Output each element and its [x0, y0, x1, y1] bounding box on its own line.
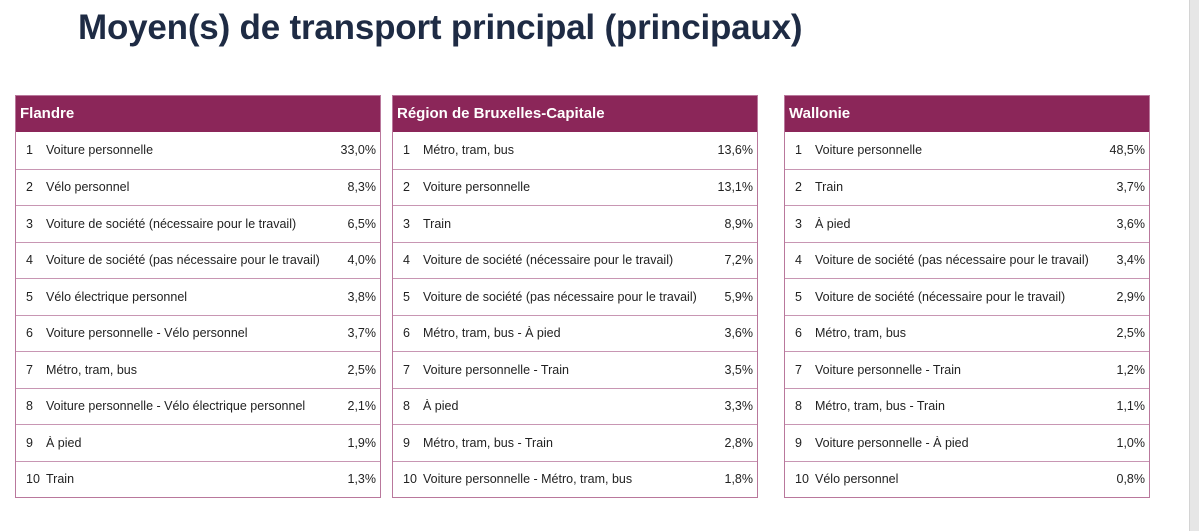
row-label: Voiture personnelle - Train [423, 362, 569, 377]
table-row [393, 242, 757, 279]
table-row [393, 169, 757, 206]
row-value: 6,5% [347, 216, 376, 231]
row-label: Vélo électrique personnel [46, 289, 188, 304]
row-label: Voiture de société (pas nécessaire pour le travail) [46, 253, 320, 268]
table-row [785, 424, 1149, 461]
row-value: 3,5% [724, 362, 753, 377]
row-label: Métro, tram, bus - Train [815, 399, 945, 414]
rank-number: 10 [795, 472, 809, 487]
row-label: Métro, tram, bus [46, 362, 137, 377]
rank-number: 9 [403, 435, 410, 450]
table-row [16, 278, 380, 315]
row-label: Voiture de société (nécessaire pour le travail) [815, 289, 1066, 304]
row-label: À pied [815, 216, 851, 231]
row-value: 13,6% [717, 143, 753, 158]
row-value: 13,1% [717, 180, 753, 195]
row-value: 8,3% [347, 180, 376, 195]
rank-number: 4 [26, 253, 33, 268]
rank-number: 2 [403, 180, 410, 195]
rank-number: 7 [795, 362, 802, 377]
table-row [785, 315, 1149, 352]
row-label: Voiture de société (pas nécessaire pour le travail) [815, 253, 1089, 268]
row-value: 3,6% [724, 326, 753, 341]
row-value: 1,3% [347, 472, 376, 487]
row-label: Voiture personnelle [815, 143, 923, 158]
row-value: 8,9% [724, 216, 753, 231]
row-label: Voiture personnelle [46, 143, 154, 158]
rank-number: 2 [26, 180, 33, 195]
rank-number: 8 [26, 399, 33, 414]
rank-number: 6 [403, 326, 410, 341]
table-row [393, 388, 757, 425]
row-value: 33,0% [340, 143, 376, 158]
window-edge [1189, 0, 1199, 531]
rank-number: 8 [795, 399, 802, 414]
row-label: Voiture personnelle [423, 180, 531, 195]
page-title: Moyen(s) de transport principal (principaux) [78, 8, 803, 47]
row-label: Train [423, 216, 452, 231]
row-label: Train [46, 472, 75, 487]
table-row [16, 461, 380, 498]
rank-number: 5 [26, 289, 33, 304]
panel-bruxelles [392, 95, 758, 498]
table-row [785, 278, 1149, 315]
table-row [16, 132, 380, 169]
rank-number: 7 [403, 362, 410, 377]
row-label: Voiture de société (pas nécessaire pour le travail) [423, 289, 697, 304]
row-label: Voiture de société (nécessaire pour le travail) [46, 216, 297, 231]
table-row [785, 242, 1149, 279]
row-value: 3,6% [1116, 216, 1145, 231]
table-row [16, 388, 380, 425]
panel-header: Wallonie [785, 96, 1149, 132]
table-row [16, 242, 380, 279]
table-row [393, 205, 757, 242]
table-row [785, 169, 1149, 206]
table-row [393, 424, 757, 461]
table-row [16, 424, 380, 461]
row-value: 3,4% [1116, 253, 1145, 268]
table-row [393, 461, 757, 498]
rank-number: 2 [795, 180, 802, 195]
row-value: 4,0% [347, 253, 376, 268]
panel-wallonie [784, 95, 1150, 498]
rank-number: 3 [26, 216, 33, 231]
rank-number: 6 [795, 326, 802, 341]
row-value: 1,1% [1116, 399, 1145, 414]
row-label: Métro, tram, bus [423, 143, 514, 158]
ranking-list [393, 132, 757, 497]
panel-header: Flandre [16, 96, 380, 132]
ranking-list [16, 132, 380, 497]
row-label: À pied [46, 435, 82, 450]
row-label: Vélo personnel [46, 180, 130, 195]
rank-number: 1 [403, 143, 410, 158]
table-row [16, 205, 380, 242]
table-row [785, 461, 1149, 498]
rank-number: 6 [26, 326, 33, 341]
row-value: 2,1% [347, 399, 376, 414]
row-label: Vélo personnel [815, 472, 899, 487]
table-row [393, 278, 757, 315]
table-row [393, 132, 757, 169]
row-value: 5,9% [724, 289, 753, 304]
table-row [393, 315, 757, 352]
row-label: À pied [423, 399, 459, 414]
rank-number: 4 [403, 253, 410, 268]
table-row [393, 351, 757, 388]
row-value: 2,5% [1116, 326, 1145, 341]
row-label: Voiture personnelle - Vélo personnel [46, 326, 248, 341]
row-value: 2,5% [347, 362, 376, 377]
rank-number: 3 [403, 216, 410, 231]
rank-number: 5 [403, 289, 410, 304]
row-value: 0,8% [1116, 472, 1145, 487]
table-row [785, 205, 1149, 242]
row-label: Métro, tram, bus [815, 326, 906, 341]
row-value: 1,9% [347, 435, 376, 450]
rank-number: 1 [26, 143, 33, 158]
row-value: 1,0% [1116, 435, 1145, 450]
panel-flandre [15, 95, 381, 498]
table-row [785, 351, 1149, 388]
row-label: Voiture personnelle - Métro, tram, bus [423, 472, 633, 487]
table-row [16, 315, 380, 352]
row-label: Voiture personnelle - Train [815, 362, 961, 377]
rank-number: 3 [795, 216, 802, 231]
row-value: 2,9% [1116, 289, 1145, 304]
row-value: 2,8% [724, 435, 753, 450]
rank-number: 9 [795, 435, 802, 450]
row-value: 3,7% [347, 326, 376, 341]
row-value: 3,8% [347, 289, 376, 304]
row-label: Métro, tram, bus - À pied [423, 326, 561, 341]
rank-number: 10 [26, 472, 40, 487]
rank-number: 9 [26, 435, 33, 450]
row-value: 48,5% [1109, 143, 1145, 158]
row-value: 3,7% [1116, 180, 1145, 195]
row-label: Métro, tram, bus - Train [423, 435, 553, 450]
row-label: Train [815, 180, 844, 195]
rank-number: 4 [795, 253, 802, 268]
row-value: 7,2% [724, 253, 753, 268]
rank-number: 8 [403, 399, 410, 414]
row-value: 1,2% [1116, 362, 1145, 377]
rank-number: 7 [26, 362, 33, 377]
row-value: 1,8% [724, 472, 753, 487]
table-row [785, 388, 1149, 425]
row-label: Voiture personnelle - Vélo électrique personnel [46, 399, 306, 414]
rank-number: 10 [403, 472, 417, 487]
rank-number: 5 [795, 289, 802, 304]
row-label: Voiture de société (nécessaire pour le travail) [423, 253, 674, 268]
rank-number: 1 [795, 143, 802, 158]
table-row [16, 351, 380, 388]
table-row [16, 169, 380, 206]
table-row [785, 132, 1149, 169]
row-value: 3,3% [724, 399, 753, 414]
ranking-list [785, 132, 1149, 497]
row-label: Voiture personnelle - À pied [815, 435, 969, 450]
panel-header: Région de Bruxelles-Capitale [393, 96, 757, 132]
